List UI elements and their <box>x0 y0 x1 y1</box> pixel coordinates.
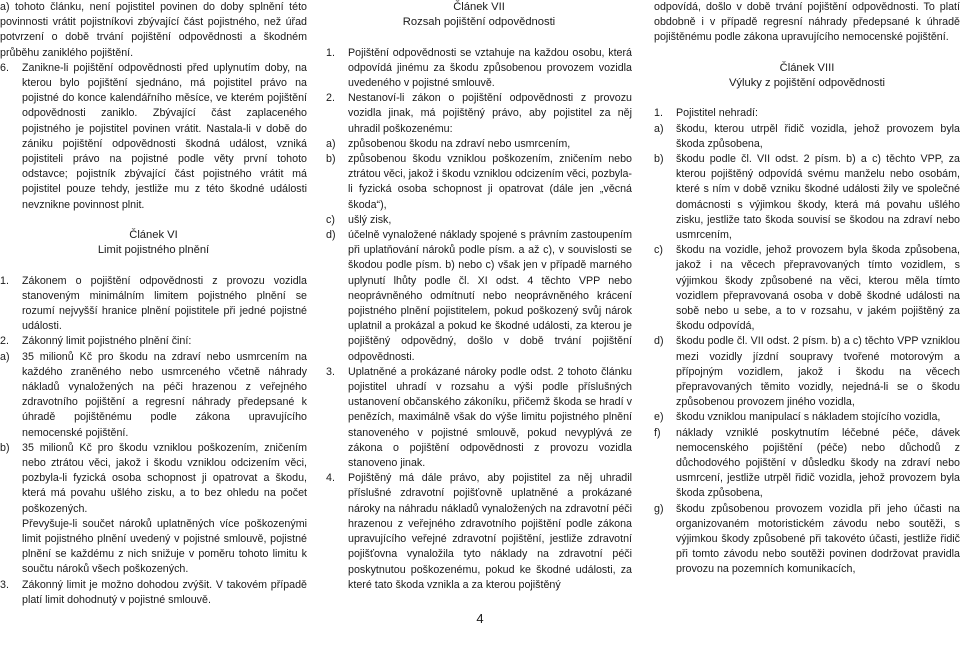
article-subtitle: Limit pojistného plnění <box>97 244 210 257</box>
list-item: 6. Zanikne-li pojištění odpovědnosti před uplynutím doby, na kterou bylo pojištění sjednáno, má pojistitel právo na pojistné do konce kalendářního měsíce, ve kterém pojištění odpovědnosti zaniklo. Zbývající část zaplaceného pojistného je pojistitel povinen vrátit. Nastala-li v době do zániku pojištění odpovědnosti škodná událost, vzniká pojistiteli právo na pojistné podle věty první tohoto odstavce; pojistník zbývající část pojistného vrátit má pojistitel pouze tehdy, jestliže mu z této škodné události nevznikne povinnost plnit. <box>0 61 307 211</box>
sub-item: c) ušlý zisk, <box>326 213 392 226</box>
column-middle <box>326 0 632 593</box>
paragraph: odpovídá, došlo v době trvání pojištění odpovědnosti. To platí obdobně i v případě regresní náhrady předepsané k úhradě pojištěnému podle zákona upravujícího nemocenské pojištění. <box>654 1 960 44</box>
sub-item: c) škodu na vozidle, jehož provozem byla škoda způsobena, jakož i na věcech přepravovaných tímto vozidlem, s výjimkou škody způsobené na věci, kterou měla tímto vozidlem přepravovaná osoba v době škodné události na sobě nebo u sebe, a to v rozsahu, v jakém pojištěný za škodu odpovídá, <box>654 244 960 333</box>
article-title: Článek VI <box>129 229 178 242</box>
list-item: 4. Pojištěný má dále právo, aby pojistitel za něj uhradil příslušné zdravotní pojišťovně uplatněné a prokázané nároky na náhradu nákladů vynaložených na zdravotní péči hrazenou z veřejného zdravotního pojištění podle zákona upravujícího veřejné zdravotní pojištění, jestliže zdravotní pojišťovna vynaložila tyto náklady na zdravotní péči poskytnutou poškozenému, pokud ke škodné události, za které tato škoda vznikla a za kterou pojištěný <box>326 472 632 591</box>
paragraph: a) tohoto článku, není pojistitel povinen do doby splnění této povinnosti vrátit pojistníkovi zbývající část pojistného, než úřad potvrzení o době trvání pojištění odpovědnosti a škodném průběhu zaniklého pojištění. <box>0 1 307 59</box>
sub-item: a) škodu, kterou utrpěl řidič vozidla, jehož provozem byla škoda způsobena, <box>654 122 960 150</box>
article-subtitle: Výluky z pojištění odpovědnosti <box>728 77 886 89</box>
sub-item: b) způsobenou škodu vzniklou poškozením, zničením nebo ztrátou věci, jakož i škodu vzniklou odcizením věci, pozbyla-li fyzická osoba schopnost ji opatrovat (dále jen „věcná škoda“), <box>326 153 632 211</box>
article-title: Článek VIII <box>779 61 835 74</box>
sub-item: g) škodu způsobenou provozem vozidla při jeho účasti na organizovaném motoristickém závodu nebo soutěži, s výjimkou škody způsobené při takovéto účasti, jestliže řidič při tomto závodu nebo soutěži povinen dodržovat pravidla provozu na pozemních komunikacích, <box>654 502 960 576</box>
sub-item: f) náklady vzniklé poskytnutím léčebné péče, dávek nemocenského pojištění (péče) nebo důchodů z důchodového pojištění v důsledku škody na zdraví nebo usmrcení, jestliže utrpěl řidič vozidla, jehož provozem byla škoda způsobena, <box>654 426 960 500</box>
article-title: Článek VII <box>453 1 505 13</box>
list-item: 1. Zákonem o pojištění odpovědnosti z provozu vozidla stanoveným minimálním limitem pojistného plnění se rozumí nejvyšší hranice plnění pojistitele při jedné pojistné události. <box>0 274 307 333</box>
sub-item: b) škodu podle čl. VII odst. 2 písm. b) a c) těchto VPP, za kterou pojištěný odpovídá svému manželu nebo osobám, které s ním v době vzniku škodné události žily ve společné domácnosti s výjimkou škody, která má povahu ušlého zisku, jestliže tato škoda souvisí se škodou na zdraví nebo usmrcením, <box>654 153 960 242</box>
sub-item: d) účelně vynaložené náklady spojené s právním zastoupením při uplatňování nároků podle písm. a až c), v souvislosti se škodou podle písm. b) nebo c) však jen v případě marného uplynutí lhůty podle čl. XI odst. 4 těchto VPP nebo neoprávněného odmítnutí nebo neoprávněného krácení pojistného plnění pojistitelem, pokud poškozený svůj nárok uplatnil a prokázal a pokud ke škodné události, za kterou je pojištěný odpovědný, došlo v době trvání pojištění odpovědnosti. <box>326 229 632 363</box>
list-item: 3. Zákonný limit je možno dohodou zvýšit. V takovém případě platí limit dohodnutý v pojistné smlouvě. <box>0 578 307 606</box>
list-item: 2. Nestanoví-li zákon o pojištění odpovědnosti z provozu vozidla jinak, má pojištěný právo, aby pojistitel za něj uhradil poškozenému: <box>326 92 632 135</box>
column-left <box>0 0 307 608</box>
article-subtitle: Rozsah pojištění odpovědnosti <box>402 16 556 29</box>
column-right <box>654 0 960 578</box>
sub-item: a) způsobenou škodu na zdraví nebo usmrcením, <box>326 137 571 150</box>
list-item: 2. Zákonný limit pojistného plnění činí: <box>0 335 192 348</box>
page-number: 4 <box>476 611 484 626</box>
sub-item: a) 35 milionů Kč pro škodu na zdraví nebo usmrcením na každého zraněného nebo usmrceného včetně náhrady nákladů vynaložených na péči hrazenou z veřejného zdravotního pojištění a regresní náhrady předepsané k úhradě pojištěnému podle zákona upravujícího nemocenské pojištění. <box>0 350 307 439</box>
sub-item: b) 35 milionů Kč pro škodu vzniklou poškozením, zničením nebo ztrátou věci, jakož i škodu vzniklou odcizením věci, pozbyla-li fyzická osoba schopnost ji opatrovat a škodu, která má povahu ušlého zisku, a to bez ohledu na počet poškozených. <box>0 441 307 515</box>
paragraph: Převyšuje-li součet nároků uplatněných více poškozenými limit pojistného plnění uvedený v pojistné smlouvě, pojistné plnění se každému z nich snižuje v poměru tohoto limitu k součtu nároků všech poškozených. <box>22 517 307 576</box>
list-item: 1. Pojistitel nehradí: <box>654 107 758 120</box>
sub-item: e) škodu vzniklou manipulací s nákladem stojícího vozidla, <box>654 411 941 424</box>
list-item: 3. Uplatněné a prokázané nároky podle odst. 2 tohoto článku pojistitel uhradí v rozsahu a výši podle příslušných ustanovení občanského zákoníku, přičemž škoda se hradí v penězích, maximálně však do výše limitu pojistného plnění stanoveného v pojistné smlouvě, pokud nevyplývá ze zákona o pojištění odpovědnosti z provozu vozidla stanoveno jinak. <box>326 365 632 470</box>
sub-item: d) škodu podle čl. VII odst. 2 písm. b) a c) těchto VPP vzniklou mezi vozidly jízdní soupravy tvořené motorovým a přípojným vozidlem, jakož i škodu na věcech přepravovaných těmito vozidly, nejedná-li se o škodu způsobenou provozem jiného vozidla, <box>654 335 960 409</box>
list-item: 1. Pojištění odpovědnosti se vztahuje na každou osobu, která odpovídá jinému za škodu způsobenou provozem vozidla uvedeného v pojistné smlouvě. <box>326 46 632 89</box>
